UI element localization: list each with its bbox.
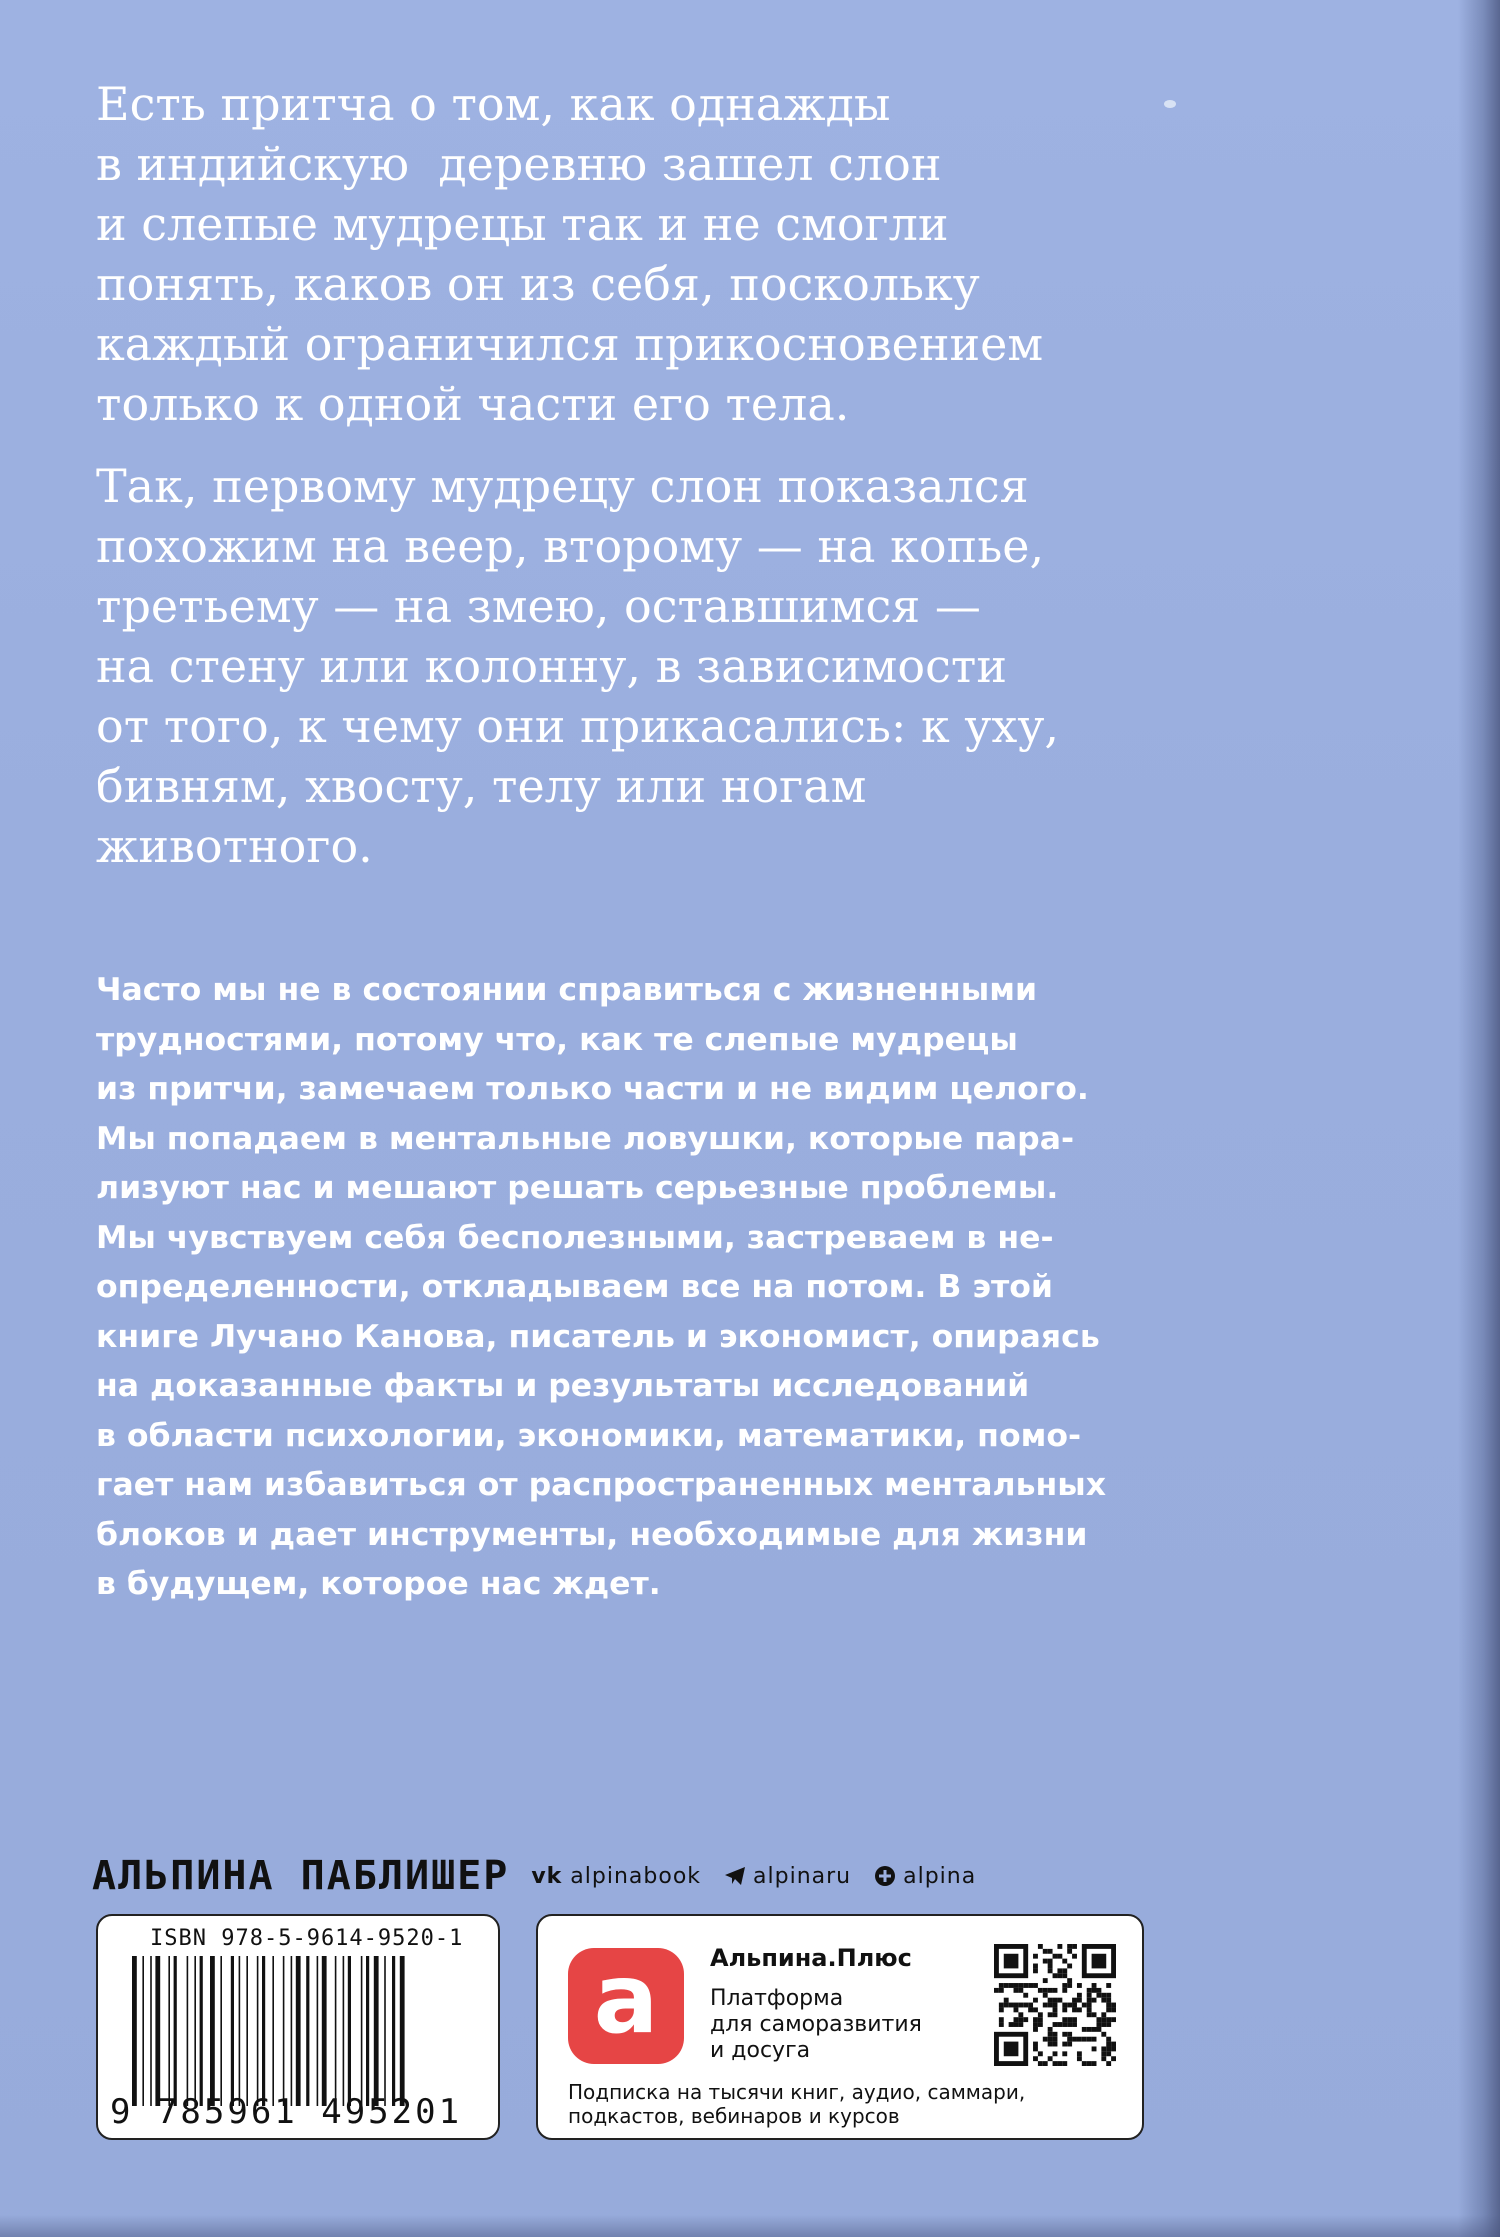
qr-module: [1033, 2017, 1038, 2022]
qr-module: [999, 2022, 1004, 2027]
qr-module: [1057, 1944, 1062, 1949]
barcode-bar: [239, 1956, 241, 2106]
text-line: для саморазвития: [710, 2012, 922, 2037]
qr-module: [1014, 2017, 1019, 2022]
barcode-bar: [306, 1956, 309, 2106]
text-line: лизуют нас и мешают решать серьезные проблемы.: [96, 1170, 1059, 1206]
barcode-bar: [384, 1956, 386, 2106]
qr-module: [1067, 2017, 1072, 2022]
qr-module: [1077, 1998, 1082, 2003]
qr-finder: [1004, 2042, 1019, 2057]
qr-module: [1106, 2022, 1111, 2027]
qr-module: [1033, 2022, 1038, 2027]
qr-module: [1062, 2032, 1067, 2037]
qr-module: [1028, 2003, 1033, 2008]
qr-module: [1087, 2007, 1092, 2012]
qr-module: [1038, 1944, 1043, 1949]
text-line: только к одной части его тела.: [96, 377, 850, 431]
qr-module: [1067, 2032, 1072, 2037]
barcode-bar: [210, 1956, 215, 2106]
qr-module: [1048, 2042, 1053, 2047]
social-handle: alpinaru: [753, 1863, 852, 1889]
text-line: каждый ограничился прикосновением: [96, 317, 1044, 371]
qr-module: [1092, 2012, 1097, 2017]
qr-module: [1014, 1983, 1019, 1988]
barcode-bar: [150, 1956, 152, 2106]
text-line: из притчи, замечаем только части и не видим целого.: [96, 1071, 1089, 1107]
barcode-bar: [168, 1956, 170, 2106]
text-line: бивням, хвосту, телу или ногам: [96, 759, 867, 813]
qr-module: [1048, 1949, 1053, 1954]
qr-module: [1106, 1983, 1111, 1988]
qr-module: [1062, 1959, 1067, 1964]
qr-module: [1014, 2022, 1019, 2027]
qr-module: [1111, 2003, 1116, 2008]
qr-module: [999, 2007, 1004, 2012]
qr-module: [1062, 2022, 1067, 2027]
qr-module: [1057, 1998, 1062, 2003]
qr-module: [1062, 2051, 1067, 2056]
qr-module: [1082, 2027, 1087, 2032]
barcode-bar: [366, 1956, 369, 2106]
barcode-bar: [335, 1956, 337, 2106]
qr-module: [1033, 1954, 1038, 1959]
qr-module: [1062, 1968, 1067, 1973]
barcode-bar: [317, 1956, 319, 2106]
qr-module: [1087, 2027, 1092, 2032]
qr-module: [1043, 1993, 1048, 1998]
isbn-number: ISBN 978-5-9614-9520-1: [150, 1926, 464, 1951]
qr-module: [1043, 2037, 1048, 2042]
barcode-bar: [392, 1956, 395, 2106]
qr-module: [1053, 2022, 1058, 2027]
text-line: похожим на веер, второму — на копье,: [96, 519, 1045, 573]
qr-module: [1072, 2037, 1077, 2042]
qr-module: [1043, 1988, 1048, 1993]
text-line: Мы чувствуем себя бесполезными, застреваем в не-: [96, 1219, 1054, 1256]
qr-module: [1067, 1964, 1072, 1969]
barcode-bar: [322, 1956, 327, 2106]
qr-module: [1018, 2003, 1023, 2008]
barcode-bar: [283, 1956, 285, 2106]
text-line: и слепые мудрецы так и не смогли: [96, 197, 949, 251]
qr-module: [1106, 2003, 1111, 2008]
qr-module: [1033, 2046, 1038, 2051]
social-link-vk[interactable]: [531, 1864, 701, 1889]
text-line: в индийскую деревню зашел слон: [96, 137, 942, 191]
qr-module: [1043, 1949, 1048, 1954]
qr-module: [1111, 2007, 1116, 2012]
barcode-bar: [174, 1956, 177, 2106]
parable-paragraph-1: [96, 74, 1196, 434]
barcode-bar: [155, 1956, 160, 2106]
qr-module: [1018, 2012, 1023, 2017]
qr-module: [1087, 2003, 1092, 2008]
qr-module: [1067, 1978, 1072, 1983]
text-line: книге Лучано Канова, писатель и экономист, опираясь: [96, 1318, 1100, 1355]
qr-module: [1053, 2012, 1058, 2017]
isbn-barcode-card: [96, 1914, 500, 2140]
barcode-bar: [400, 1956, 405, 2106]
barcode-bar: [194, 1956, 196, 2106]
text-line: Мы попадаем в ментальные ловушки, которые пара-: [96, 1120, 1075, 1157]
qr-module: [1092, 1988, 1097, 1993]
text-line: понять, каков он из себя, поскольку: [96, 257, 980, 311]
qr-module: [1067, 2022, 1072, 2027]
alpina-plus-app-icon: [568, 1943, 684, 2064]
alpina-plus-subtitle: [710, 1986, 970, 2064]
social-link-telegram[interactable]: [725, 1864, 851, 1889]
qr-code[interactable]: [994, 1944, 1116, 2066]
qr-module: [1048, 1998, 1053, 2003]
qr-module: [1087, 1998, 1092, 2003]
text-line: животного.: [96, 819, 373, 873]
qr-module: [1106, 2037, 1111, 2042]
qr-module: [1096, 2027, 1101, 2032]
qr-module: [1082, 2037, 1087, 2042]
qr-module: [1033, 2056, 1038, 2061]
qr-module: [1048, 2003, 1053, 2008]
qr-module: [1038, 2012, 1043, 2017]
qr-module: [1033, 2027, 1038, 2032]
alpina-plus-card: [536, 1914, 1144, 2140]
text-line: на стену или колонну, в зависимости: [96, 639, 1007, 693]
qr-module: [1057, 2061, 1062, 2066]
qr-module: [999, 1983, 1004, 1988]
qr-module: [1062, 1988, 1067, 1993]
qr-module: [1106, 2007, 1111, 2012]
telegram-icon: [725, 1867, 745, 1885]
qr-module: [1053, 2042, 1058, 2047]
qr-module: [1087, 1993, 1092, 1998]
qr-module: [1038, 2061, 1043, 2066]
qr-module: [1092, 1983, 1097, 1988]
qr-module: [1101, 1998, 1106, 2003]
text-line: гает нам избавиться от распространенных ментальных: [96, 1467, 1107, 1503]
qr-module: [1072, 1998, 1077, 2003]
qr-module: [1092, 1998, 1097, 2003]
text-line: в будущем, которое нас ждет.: [96, 1566, 661, 1602]
qr-module: [1101, 1993, 1106, 1998]
barcode-bar: [220, 1956, 222, 2106]
qr-module: [1048, 1988, 1053, 1993]
qr-module: [1018, 2022, 1023, 2027]
qr-module: [1048, 2032, 1053, 2037]
cover-bottom-shadow: [0, 2215, 1500, 2237]
qr-module: [1111, 2017, 1116, 2022]
text-line: и досуга: [710, 2038, 811, 2063]
qr-module: [1096, 2017, 1101, 2022]
barcode-bar: [142, 1956, 144, 2106]
qr-module: [1067, 2003, 1072, 2008]
text-line: определенности, откладываем все на потом. В этой: [96, 1269, 1053, 1305]
qr-module: [1057, 1973, 1062, 1978]
barcode-bar: [132, 1956, 137, 2106]
qr-module: [1033, 1998, 1038, 2003]
qr-module: [1096, 1988, 1101, 1993]
qr-module: [994, 1988, 999, 1993]
qr-module: [1043, 1978, 1048, 1983]
barcode-bar: [296, 1956, 301, 2106]
plus-circle-icon: [875, 1866, 895, 1886]
qr-module: [1043, 2003, 1048, 2008]
qr-module: [1106, 2051, 1111, 2056]
qr-module: [1062, 2017, 1067, 2022]
qr-module: [1062, 2061, 1067, 2066]
qr-module: [1028, 1983, 1033, 1988]
vk-icon: vk: [531, 1863, 563, 1889]
qr-module: [1101, 2012, 1106, 2017]
qr-module: [1038, 2022, 1043, 2027]
qr-module: [1053, 1954, 1058, 1959]
qr-module: [1043, 2061, 1048, 2066]
cover-spine-shadow: [1458, 0, 1500, 2237]
barcode-bar: [348, 1956, 351, 2106]
qr-module: [1053, 2007, 1058, 2012]
qr-module: [1101, 2017, 1106, 2022]
qr-module: [1004, 1983, 1009, 1988]
qr-module: [1053, 2051, 1058, 2056]
qr-module: [1053, 2032, 1058, 2037]
qr-module: [1004, 2003, 1009, 2008]
text-line: третьему — на змею, оставшимся —: [96, 579, 981, 633]
qr-module: [1101, 2056, 1106, 2061]
text-line: от того, к чему они прикасались: к уху,: [96, 699, 1060, 753]
barcode-bar: [246, 1956, 248, 2106]
barcode-bar: [231, 1956, 234, 2106]
qr-module: [1106, 2042, 1111, 2047]
qr-module: [1096, 2022, 1101, 2027]
barcode-bar: [374, 1956, 379, 2106]
qr-module: [1033, 1964, 1038, 1969]
text-line: Платформа: [710, 1986, 844, 2011]
qr-module: [1106, 2017, 1111, 2022]
qr-module: [1067, 2037, 1072, 2042]
qr-module: [1101, 2032, 1106, 2037]
qr-module: [1057, 1954, 1062, 1959]
qr-module: [1072, 1954, 1077, 1959]
qr-module: [1087, 1988, 1092, 1993]
qr-module: [1092, 2027, 1097, 2032]
qr-module: [1048, 2027, 1053, 2032]
qr-module: [1062, 1973, 1067, 1978]
qr-module: [1082, 2003, 1087, 2008]
barcode-bar: [343, 1956, 345, 2106]
text-line: Есть притча о том, как однажды: [96, 77, 891, 131]
qr-module: [1048, 1968, 1053, 1973]
qr-module: [1067, 2042, 1072, 2047]
qr-module: [1009, 2003, 1014, 2008]
qr-module: [1023, 1983, 1028, 1988]
qr-module: [1038, 2017, 1043, 2022]
text-line: Часто мы не в состоянии справиться с жизненными: [96, 972, 1038, 1008]
qr-module: [1077, 2051, 1082, 2056]
qr-module: [1014, 2007, 1019, 2012]
qr-module: [1062, 2042, 1067, 2047]
qr-module: [999, 2017, 1004, 2022]
qr-module: [1014, 1988, 1019, 1993]
qr-module: [1111, 2042, 1116, 2047]
qr-module: [1082, 2061, 1087, 2066]
qr-module: [1048, 2012, 1053, 2017]
qr-module: [1077, 2056, 1082, 2061]
qr-module: [1023, 2017, 1028, 2022]
text-line: Так, первому мудрецу слон показался: [96, 459, 1029, 513]
alpina-plus-footer: [568, 2080, 1108, 2128]
qr-module: [1072, 2003, 1077, 2008]
qr-module: [1018, 1983, 1023, 1988]
qr-finder: [1004, 1954, 1019, 1969]
parable-text: [96, 74, 1196, 898]
qr-module: [1028, 2007, 1033, 2012]
qr-module: [1048, 1964, 1053, 1969]
qr-module: [1062, 2007, 1067, 2012]
qr-module: [1072, 2017, 1077, 2022]
social-handle: alpinabook: [570, 1863, 702, 1889]
qr-module: [1087, 2037, 1092, 2042]
qr-module: [1062, 2003, 1067, 2008]
qr-module: [1033, 2007, 1038, 2012]
barcode-bar: [291, 1956, 293, 2106]
barcode-bar: [257, 1956, 259, 2106]
qr-module: [1053, 1973, 1058, 1978]
qr-module: [1038, 2051, 1043, 2056]
qr-module: [1053, 1988, 1058, 1993]
qr-module: [1072, 2007, 1077, 2012]
qr-module: [1072, 1944, 1077, 1949]
qr-module: [1038, 1988, 1043, 1993]
qr-module: [1092, 2061, 1097, 2066]
qr-module: [1106, 2046, 1111, 2051]
qr-module: [1106, 1993, 1111, 1998]
qr-module: [1106, 2061, 1111, 2066]
qr-module: [1111, 2056, 1116, 2061]
text-line: Подписка на тысячи книг, аудио, саммари,: [568, 2080, 1026, 2104]
qr-module: [1009, 2022, 1014, 2027]
barcode-bar: [361, 1956, 363, 2106]
qr-module: [1092, 2037, 1097, 2042]
social-handle: alpina: [903, 1863, 977, 1889]
qr-module: [1067, 1944, 1072, 1949]
qr-module: [1033, 1983, 1038, 1988]
text-line: блоков и дает инструменты, необходимые для жизни: [96, 1516, 1088, 1553]
qr-module: [1057, 1968, 1062, 1973]
qr-module: [1087, 2061, 1092, 2066]
qr-module: [1077, 1983, 1082, 1988]
qr-module: [1023, 1993, 1028, 1998]
qr-finder: [1092, 1954, 1107, 1969]
qr-module: [1101, 2046, 1106, 2051]
qr-module: [1077, 2007, 1082, 2012]
qr-module: [1057, 2022, 1062, 2027]
ean-digits: 9 785961 495201: [110, 2092, 463, 2132]
qr-module: [1062, 1983, 1067, 1988]
qr-module: [1053, 2037, 1058, 2042]
qr-module: [1018, 1988, 1023, 1993]
qr-module: [1004, 1998, 1009, 2003]
social-link-alpina[interactable]: [875, 1864, 976, 1889]
qr-module: [1111, 2046, 1116, 2051]
qr-module: [1053, 2061, 1058, 2066]
qr-module: [1033, 1968, 1038, 1973]
qr-module: [1077, 1993, 1082, 1998]
app-icon-letter: a: [593, 1943, 659, 2055]
qr-module: [1053, 2003, 1058, 2008]
qr-module: [1048, 2056, 1053, 2061]
barcode-bar: [272, 1956, 274, 2106]
qr-module: [1101, 2022, 1106, 2027]
qr-module: [1053, 1998, 1058, 2003]
qr-module: [1087, 2012, 1092, 2017]
qr-module: [1043, 1959, 1048, 1964]
alpina-plus-title: Альпина.Плюс: [710, 1944, 912, 1972]
text-line: подкастов, вебинаров и курсов: [568, 2104, 900, 2128]
qr-module: [1077, 2037, 1082, 2042]
qr-module: [1067, 1983, 1072, 1988]
qr-module: [1009, 1983, 1014, 1988]
qr-module: [1033, 2042, 1038, 2047]
qr-module: [1018, 2017, 1023, 2022]
qr-module: [1023, 2003, 1028, 2008]
qr-module: [999, 1988, 1004, 1993]
barcode-bar: [262, 1956, 265, 2106]
book-description: [96, 966, 1166, 1610]
qr-module: [1014, 2003, 1019, 2008]
barcode-image: [128, 1956, 478, 2106]
qr-module: [1106, 1998, 1111, 2003]
qr-module: [1092, 2046, 1097, 2051]
publisher-row: [92, 1846, 1112, 1906]
qr-module: [1048, 2037, 1053, 2042]
barcode-bar: [187, 1956, 189, 2106]
text-line: в области психологии, экономики, математики, помо-: [96, 1417, 1082, 1454]
qr-module: [1101, 2051, 1106, 2056]
qr-module: [999, 2003, 1004, 2008]
qr-module: [1048, 1959, 1053, 1964]
parable-paragraph-2: [96, 456, 1196, 876]
qr-module: [1072, 2022, 1077, 2027]
qr-module: [1067, 1949, 1072, 1954]
barcode-bar: [200, 1956, 203, 2106]
social-links: [531, 1864, 1000, 1889]
text-line: на доказанные факты и результаты исследований: [96, 1368, 1030, 1404]
publisher-logo: АЛЬПИНА ПАБЛИШЕР: [92, 1853, 510, 1899]
qr-module: [1096, 1993, 1101, 1998]
text-line: трудностями, потому что, как те слепые мудрецы: [96, 1021, 1018, 1058]
